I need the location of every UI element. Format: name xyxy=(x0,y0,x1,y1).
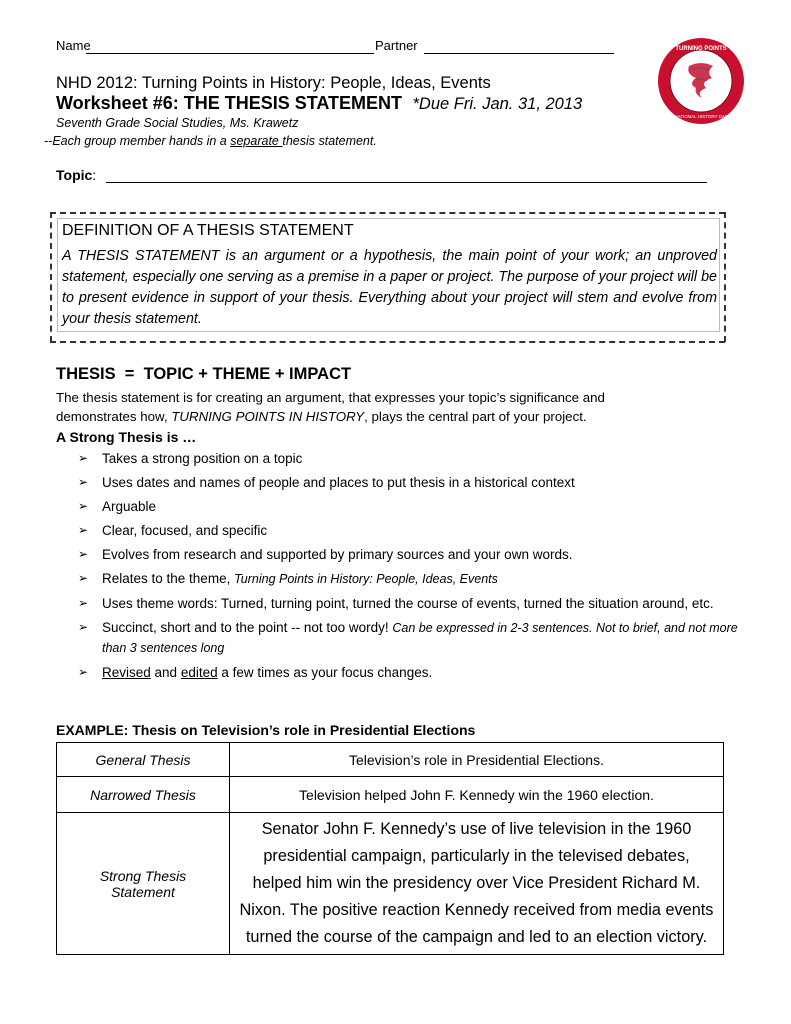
definition-heading: DEFINITION OF A THESIS STATEMENT xyxy=(62,222,354,239)
thesis-intro: The thesis statement is for creating an argument, that expresses your topic’s significance and demonstrates how, TURNING POINTS IN HISTORY, plays the central part of your project. xyxy=(56,390,605,424)
class-info: Seventh Grade Social Studies, Ms. Krawetz xyxy=(56,116,299,130)
example-heading: EXAMPLE: Thesis on Television’s role in Presidential Elections xyxy=(56,722,476,738)
list-item: ➢ Uses dates and names of people and places to put thesis in a historical context xyxy=(78,475,575,490)
arrow-bullet-icon: ➢ xyxy=(78,451,89,465)
svg-text:TURNING POINTS: TURNING POINTS xyxy=(675,46,727,52)
partner-label: Partner xyxy=(375,38,418,53)
definition-text: A THESIS STATEMENT is an argument or a hypothesis, the main point of your work; an unproved statement, especially one serving as a premise in a paper or project. The purpose of your project will be to present evidence in support of your thesis. Everything about your project will stem and evolve from your thesis statement. xyxy=(62,248,717,327)
table-row xyxy=(57,777,724,813)
row-label: General Thesis xyxy=(57,743,230,777)
row-label: Strong Thesis Statement xyxy=(57,813,230,955)
list-item: ➢ Takes a strong position on a topic xyxy=(78,451,303,466)
topic-label: Topic xyxy=(56,167,93,183)
example-table xyxy=(56,742,724,955)
arrow-bullet-icon: ➢ xyxy=(78,523,89,537)
svg-text:NATIONAL HISTORY DAY: NATIONAL HISTORY DAY xyxy=(674,114,728,119)
table-row xyxy=(57,743,724,777)
row-value: Senator John F. Kennedy’s use of live television in the 1960 presidential campaign, particularly in the televised debates, helped him win the presidency over Vice President Richard M. Nixon. The positive reaction Kennedy received from media events turned the course of the campaign and led to an election victory. xyxy=(230,813,724,955)
arrow-bullet-icon: ➢ xyxy=(78,571,89,585)
table-row xyxy=(57,813,724,955)
arrow-bullet-icon: ➢ xyxy=(78,547,89,561)
list-item: ➢ Clear, focused, and specific xyxy=(78,523,268,538)
thesis-formula: THESIS = TOPIC + THEME + IMPACT xyxy=(56,365,352,383)
list-item: ➢ Succinct, short and to the point -- not too wordy! Can be expressed in 2-3 sentences. Not to brief, and not more than 3 sentences long xyxy=(78,620,738,655)
nhd-logo xyxy=(656,36,746,126)
topic-field[interactable] xyxy=(106,182,707,183)
def-border-left xyxy=(50,212,52,342)
arrow-bullet-icon: ➢ xyxy=(78,665,89,679)
list-item: ➢ Uses theme words: Turned, turning point, turned the course of events, turned the situation around, etc. xyxy=(78,596,714,611)
def-border-right xyxy=(724,212,726,342)
partner-field[interactable] xyxy=(424,53,614,54)
arrow-bullet-icon: ➢ xyxy=(78,596,89,610)
row-value: Television’s role in Presidential Elections. xyxy=(230,743,724,777)
arrow-bullet-icon: ➢ xyxy=(78,620,89,634)
list-item: ➢ Relates to the theme, Turning Points in History: People, Ideas, Events xyxy=(78,571,498,586)
list-item: ➢ Evolves from research and supported by primary sources and your own words. xyxy=(78,547,573,562)
row-label: Narrowed Thesis xyxy=(57,777,230,813)
worksheet-title: Worksheet #6: THE THESIS STATEMENT xyxy=(56,93,403,113)
arrow-bullet-icon: ➢ xyxy=(78,475,89,489)
def-border-top xyxy=(50,212,725,214)
name-field[interactable] xyxy=(86,53,374,54)
instruction: --Each group member hands in a separate thesis statement. xyxy=(44,134,377,148)
course-title: NHD 2012: Turning Points in History: People, Ideas, Events xyxy=(56,74,491,92)
arrow-bullet-icon: ➢ xyxy=(78,499,89,513)
row-value: Television helped John F. Kennedy win the 1960 election. xyxy=(230,777,724,813)
strong-thesis-heading: A Strong Thesis is … xyxy=(56,429,197,445)
name-label: Name xyxy=(56,38,91,53)
strong-thesis-list xyxy=(78,449,738,687)
list-item: ➢ Revised and edited a few times as your focus changes. xyxy=(78,665,433,680)
due-date: *Due Fri. Jan. 31, 2013 xyxy=(412,95,583,113)
def-border-bottom xyxy=(50,341,725,343)
list-item: ➢ Arguable xyxy=(78,499,157,514)
